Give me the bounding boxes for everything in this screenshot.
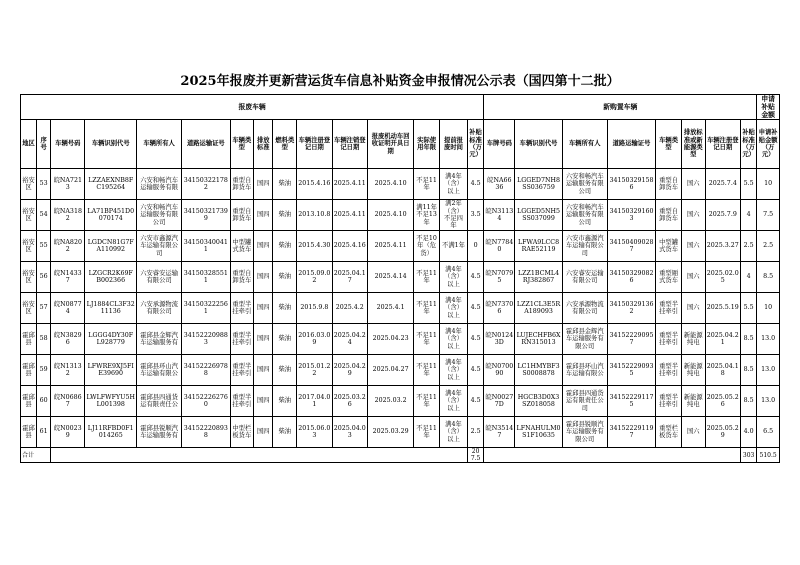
column-header: 车辆类型 xyxy=(230,120,254,169)
table-cell: LFWRE9XJ5FIE39690 xyxy=(85,355,137,386)
table-cell: 霍邱县四通货运有限责任公 xyxy=(137,386,182,417)
table-cell: 重型半挂牵引 xyxy=(230,355,254,386)
table-cell: 皖N70795 xyxy=(484,262,515,293)
table-cell: 2025.4.10 xyxy=(368,200,414,231)
table-cell: 2025.04.29 xyxy=(332,355,367,386)
column-header: 车辆注册登记日期 xyxy=(705,120,740,169)
table-cell: 341522290957 xyxy=(607,324,655,355)
table-cell: 8.5 xyxy=(741,324,757,355)
table-cell: 重型半挂牵引 xyxy=(230,386,254,417)
table-cell: 柴油 xyxy=(273,293,297,324)
subsidy-table xyxy=(20,94,780,463)
table-cell: 341522262760 xyxy=(182,386,230,417)
table-cell: 13.0 xyxy=(757,324,780,355)
table-cell: 341522291175 xyxy=(607,386,655,417)
table-cell: 341503222561 xyxy=(182,293,230,324)
table-cell: 2025.4.11 xyxy=(332,200,367,231)
table-row xyxy=(21,231,780,262)
column-header: 实际使用年限 xyxy=(414,120,440,169)
table-cell: 8.5 xyxy=(741,386,757,417)
table-row xyxy=(21,293,780,324)
table-cell: LUJECHFB6XRN315013 xyxy=(515,324,562,355)
table-cell: 柴油 xyxy=(273,169,297,200)
table-cell: 中型罐式货车 xyxy=(230,231,254,262)
table-cell: 中型罐式货车 xyxy=(656,231,682,262)
table-cell: 柴油 xyxy=(273,200,297,231)
table-cell: 2025.04.03 xyxy=(332,417,367,448)
table-cell: 满4年（含）以上 xyxy=(440,324,468,355)
table-cell: 2025.7.9 xyxy=(705,200,740,231)
table-cell: 2025.03.29 xyxy=(368,417,414,448)
table-cell: 霍邱县四通货运有限责任公司 xyxy=(562,386,607,417)
table-cell: 皖N00239 xyxy=(51,417,85,448)
scrapped-subsidy-total: 207.5 xyxy=(467,448,483,463)
table-cell: 不足11年 xyxy=(414,324,440,355)
column-header: 燃料类型 xyxy=(273,120,297,169)
table-cell: 皖N01243D xyxy=(484,324,515,355)
table-cell: 341504090287 xyxy=(607,231,655,262)
table-cell: 2025.4.2 xyxy=(332,293,367,324)
table-cell: 2015.4.16 xyxy=(297,169,332,200)
column-header: 车牌号码 xyxy=(484,120,515,169)
table-row xyxy=(21,262,780,293)
table-cell: 皖N00277D xyxy=(484,386,515,417)
table-cell: 2025.3.27 xyxy=(705,231,740,262)
total-label: 合计 xyxy=(21,448,51,463)
table-cell: 4.0 xyxy=(741,417,757,448)
table-cell: LGGG4DY30FL928779 xyxy=(85,324,137,355)
table-cell: 裕安区 xyxy=(21,262,37,293)
table-cell: 4.5 xyxy=(467,324,483,355)
table-cell: 国六 xyxy=(681,169,705,200)
column-header: 排放标准 xyxy=(254,120,273,169)
table-cell: 2025.04.17 xyxy=(332,262,367,293)
column-header: 提前报废时间 xyxy=(440,120,468,169)
table-cell: 不足11年 xyxy=(414,355,440,386)
table-cell: 六安市鑫源汽车运输有限公司 xyxy=(137,231,182,262)
column-header: 道路运输证号 xyxy=(182,120,230,169)
section-new-vehicles: 新购置车辆 xyxy=(484,95,757,120)
table-cell: 柴油 xyxy=(273,231,297,262)
table-cell: 满4年（含）以上 xyxy=(440,262,468,293)
table-cell: 皖N31134 xyxy=(484,200,515,231)
table-cell: 2025.4.11 xyxy=(332,169,367,200)
table-cell: 54 xyxy=(37,200,51,231)
table-cell: 2.5 xyxy=(741,231,757,262)
table-cell: 裕安区 xyxy=(21,169,37,200)
table-cell: 341503291586 xyxy=(607,169,655,200)
table-cell: 皖N13132 xyxy=(51,355,85,386)
table-cell: 重型自卸货车 xyxy=(230,200,254,231)
table-cell: LZZAEXNB8FC195264 xyxy=(85,169,137,200)
table-cell: 2025.04.27 xyxy=(368,355,414,386)
table-cell: 2015.09.02 xyxy=(297,262,332,293)
table-cell: 皖N73706 xyxy=(484,293,515,324)
table-cell: 国四 xyxy=(254,324,273,355)
table-cell: LJ11RFBD0F1014265 xyxy=(85,417,137,448)
table-cell: 重型半挂牵引 xyxy=(656,386,682,417)
table-cell: LWLFWFYU5HL001398 xyxy=(85,386,137,417)
table-cell: 2025.04.23 xyxy=(368,324,414,355)
table-cell: 国四 xyxy=(254,293,273,324)
table-cell: 六安和畅汽车运输服务有限 xyxy=(137,169,182,200)
table-cell: 57 xyxy=(37,293,51,324)
table-cell: 柴油 xyxy=(273,262,297,293)
table-cell: 裕安区 xyxy=(21,293,37,324)
table-cell: 霍邱县锐顺汽车运输服务有限公司 xyxy=(562,417,607,448)
table-cell: 2025.04.24 xyxy=(332,324,367,355)
table-cell: 重型半挂牵引 xyxy=(230,324,254,355)
table-cell: 341503285511 xyxy=(182,262,230,293)
section-scrapped-vehicles: 报废车辆 xyxy=(21,95,484,120)
table-cell: 13.0 xyxy=(757,386,780,417)
column-header: 车辆所有人 xyxy=(137,120,182,169)
column-header: 补贴标准（万元） xyxy=(741,120,757,169)
table-cell: 6.5 xyxy=(757,417,780,448)
table-cell: 国六 xyxy=(681,200,705,231)
table-cell: 3.5 xyxy=(467,200,483,231)
table-cell: 2013.10.8 xyxy=(297,200,332,231)
page-title: 2025年报废并更新营运货车信息补贴资金申报情况公示表（国四第十二批） xyxy=(180,74,620,89)
table-cell: 2015.01.22 xyxy=(297,355,332,386)
table-cell: 2.5 xyxy=(467,417,483,448)
table-cell: 58 xyxy=(37,324,51,355)
column-header: 地区 xyxy=(21,120,37,169)
table-cell: 不足11年 xyxy=(414,262,440,293)
table-cell: 2025.02.05 xyxy=(705,262,740,293)
table-cell: 重型自卸货车 xyxy=(656,200,682,231)
table-cell: 六安承源物流有限公司 xyxy=(562,293,607,324)
table-cell: 国四 xyxy=(254,262,273,293)
table-cell: 4.5 xyxy=(467,355,483,386)
table-cell: 2016.03.09 xyxy=(297,324,332,355)
table-cell: 13.0 xyxy=(757,355,780,386)
table-cell: 2025.4.1 xyxy=(368,293,414,324)
table-cell: 2025.4.10 xyxy=(368,169,414,200)
table-cell: 5.5 xyxy=(741,169,757,200)
table-row xyxy=(21,386,780,417)
table-cell: 新能源纯电 xyxy=(681,386,705,417)
table-cell: 新能源纯电 xyxy=(681,324,705,355)
table-cell: 霍邱县 xyxy=(21,355,37,386)
table-cell: 六安睿安运输有限公司 xyxy=(562,262,607,293)
table-cell: LGGED7NH8SS036759 xyxy=(515,169,562,200)
table-row xyxy=(21,200,780,231)
table-cell: 六安市鑫源汽车运输有限公司 xyxy=(562,231,607,262)
table-cell: 重型自卸货车 xyxy=(230,169,254,200)
column-header: 申请补贴金额（万元） xyxy=(757,120,780,169)
table-cell: LFWA9LCC8RAE52119 xyxy=(515,231,562,262)
table-cell: 4.5 xyxy=(467,262,483,293)
section-apply-amount: 申请补贴金额 xyxy=(757,95,780,120)
table-cell: 341503217399 xyxy=(182,200,230,231)
column-header: 车辆注销登记日期 xyxy=(332,120,367,169)
table-cell: 2025.4.16 xyxy=(332,231,367,262)
table-cell: 皖N38296 xyxy=(51,324,85,355)
table-cell: 柴油 xyxy=(273,417,297,448)
table-cell: LZZ1BCML4RJ382867 xyxy=(515,262,562,293)
table-cell: 4.5 xyxy=(467,293,483,324)
table-cell: 皖N77840 xyxy=(484,231,515,262)
table-cell: LC1HMYBF3S0008878 xyxy=(515,355,562,386)
table-cell: 61 xyxy=(37,417,51,448)
table-cell: 霍邱县环山汽车运输有限公 xyxy=(137,355,182,386)
table-cell: LJ1884CL3F3211136 xyxy=(85,293,137,324)
column-header: 序号 xyxy=(37,120,51,169)
table-cell: 60 xyxy=(37,386,51,417)
table-cell: 六安和畅汽车运输服务有限公司 xyxy=(137,200,182,231)
table-cell: 裕安区 xyxy=(21,200,37,231)
table-cell: 4 xyxy=(741,200,757,231)
table-cell: 重型厢式货车 xyxy=(656,262,682,293)
table-cell: 4.5 xyxy=(467,386,483,417)
table-cell: 中型栏板货车 xyxy=(230,417,254,448)
table-cell: 柴油 xyxy=(273,324,297,355)
table-cell: 不足11年 xyxy=(414,169,440,200)
table-cell: 国四 xyxy=(254,200,273,231)
total-row xyxy=(21,448,780,463)
column-header-row xyxy=(21,120,780,169)
table-cell: 2015.4.30 xyxy=(297,231,332,262)
table-row xyxy=(21,417,780,448)
column-header: 车辆号码 xyxy=(51,120,85,169)
table-cell: 2025.03.2 xyxy=(368,386,414,417)
table-cell: 满11年不足13年 xyxy=(414,200,440,231)
new-subsidy-total: 303 xyxy=(741,448,757,463)
table-cell: 皖NA6636 xyxy=(484,169,515,200)
table-cell: 国六 xyxy=(681,262,705,293)
table-cell: 重型自卸货车 xyxy=(230,262,254,293)
table-cell: 不足11年 xyxy=(414,417,440,448)
column-header: 车辆识别代号 xyxy=(515,120,562,169)
table-cell: 重型半挂牵引 xyxy=(656,324,682,355)
table-cell: 国六 xyxy=(681,231,705,262)
table-row xyxy=(21,169,780,200)
table-cell: 霍邱县环山汽车运输有限公 xyxy=(562,355,607,386)
table-cell: 7.5 xyxy=(757,200,780,231)
table-cell: 满2年（含）不足四年 xyxy=(440,200,468,231)
table-cell: 10 xyxy=(757,169,780,200)
table-cell: 341522290935 xyxy=(607,355,655,386)
table-cell: 341522209883 xyxy=(182,324,230,355)
table-cell: 341503291362 xyxy=(607,293,655,324)
table-cell: 霍邱县 xyxy=(21,386,37,417)
table-cell: 341503221782 xyxy=(182,169,230,200)
table-cell: 2025.04.18 xyxy=(705,355,740,386)
table-cell: 六安和畅汽车运输服务有限公司 xyxy=(562,200,607,231)
table-cell: LA71BP451D0070174 xyxy=(85,200,137,231)
table-cell: 满4年（含）以上 xyxy=(440,417,468,448)
table-cell: 国六 xyxy=(681,417,705,448)
table-cell: 55 xyxy=(37,231,51,262)
table-cell: 2025.05.26 xyxy=(705,386,740,417)
table-cell: 4.5 xyxy=(467,169,483,200)
column-header: 车辆注册登记日期 xyxy=(297,120,332,169)
table-cell: 满4年（含）以上 xyxy=(440,355,468,386)
table-cell: 59 xyxy=(37,355,51,386)
table-cell: 53 xyxy=(37,169,51,200)
apply-amount-total: 510.5 xyxy=(757,448,780,463)
table-cell: 重型自卸货车 xyxy=(656,169,682,200)
table-cell: 2017.04.01 xyxy=(297,386,332,417)
table-cell: 柴油 xyxy=(273,355,297,386)
column-header: 车辆识别代号 xyxy=(85,120,137,169)
table-cell: 霍邱县金辉汽车运输服务有限公司 xyxy=(562,324,607,355)
table-cell: 皖NA3182 xyxy=(51,200,85,231)
table-cell: 皖N06867 xyxy=(51,386,85,417)
table-cell: LGGED5NH5SS037099 xyxy=(515,200,562,231)
table-cell: 5.5 xyxy=(741,293,757,324)
table-cell: 国四 xyxy=(254,231,273,262)
column-header: 车辆所有人 xyxy=(562,120,607,169)
table-row xyxy=(21,324,780,355)
table-cell: 8.5 xyxy=(757,262,780,293)
table-cell: 不足11年 xyxy=(414,293,440,324)
table-cell: HGCB3D0X3SZ018058 xyxy=(515,386,562,417)
table-cell: 不足10年（危货） xyxy=(414,231,440,262)
table-cell: 国四 xyxy=(254,417,273,448)
empty-cell xyxy=(51,448,468,463)
table-cell: 10 xyxy=(757,293,780,324)
table-cell: 0 xyxy=(467,231,483,262)
table-cell: 341503400411 xyxy=(182,231,230,262)
column-header: 补贴标准（万元） xyxy=(467,120,483,169)
section-header-row xyxy=(21,95,780,120)
table-cell: 柴油 xyxy=(273,386,297,417)
table-row xyxy=(21,355,780,386)
table-cell: 2.5 xyxy=(757,231,780,262)
table-cell: 霍邱县锐顺汽车运输服务有 xyxy=(137,417,182,448)
column-header: 排放标准或新能源类型 xyxy=(681,120,705,169)
table-cell: 霍邱县 xyxy=(21,324,37,355)
table-cell: 不足11年 xyxy=(414,386,440,417)
table-cell: 2025.4.11 xyxy=(368,231,414,262)
table-cell: 2025.7.4 xyxy=(705,169,740,200)
table-cell: 裕安区 xyxy=(21,231,37,262)
table-cell: 不满1年 xyxy=(440,231,468,262)
column-header: 道路运输证号 xyxy=(607,120,655,169)
table-cell: 341522208938 xyxy=(182,417,230,448)
table-cell: 重型栏板货车 xyxy=(656,417,682,448)
table-cell: 2025.5.19 xyxy=(705,293,740,324)
table-cell: 新能源纯电 xyxy=(681,355,705,386)
table-cell: LFNAHULM0S1F10635 xyxy=(515,417,562,448)
table-cell: 国四 xyxy=(254,355,273,386)
table-cell: 满4年（含）以上 xyxy=(440,169,468,200)
table-cell: LGDCN81G7FA110992 xyxy=(85,231,137,262)
table-cell: 重型半挂牵引 xyxy=(230,293,254,324)
table-cell: 56 xyxy=(37,262,51,293)
table-cell: 8.5 xyxy=(741,355,757,386)
table-cell: 皖N35147 xyxy=(484,417,515,448)
table-cell: LZGCR2K69FB002366 xyxy=(85,262,137,293)
table-cell: 2015.06.03 xyxy=(297,417,332,448)
table-cell: 国四 xyxy=(254,169,273,200)
table-cell: 341522291197 xyxy=(607,417,655,448)
column-header: 车辆类型 xyxy=(656,120,682,169)
table-cell: 六安和畅汽车运输服务有限公司 xyxy=(562,169,607,200)
table-cell: 重型半挂牵引 xyxy=(656,355,682,386)
table-cell: 皖N08774 xyxy=(51,293,85,324)
table-cell: 国四 xyxy=(254,386,273,417)
table-cell: 2025.03.26 xyxy=(332,386,367,417)
table-cell: 2025.05.29 xyxy=(705,417,740,448)
table-cell: 满4年（含）以上 xyxy=(440,386,468,417)
table-cell: 2015.9.8 xyxy=(297,293,332,324)
table-cell: 2025.4.14 xyxy=(368,262,414,293)
table-cell: 重型半挂牵引 xyxy=(656,293,682,324)
table-cell: LZZ1CL3E5RA189093 xyxy=(515,293,562,324)
table-cell: 341522269788 xyxy=(182,355,230,386)
empty-cell xyxy=(484,448,741,463)
table-cell: 满4年（含）以上 xyxy=(440,293,468,324)
table-cell: 皖NA7213 xyxy=(51,169,85,200)
table-cell: 国六 xyxy=(681,293,705,324)
table-cell: 皖N14337 xyxy=(51,262,85,293)
table-cell: 六安承源物流有限公司 xyxy=(137,293,182,324)
table-cell: 六安睿安运输有限公司 xyxy=(137,262,182,293)
table-cell: 341503291603 xyxy=(607,200,655,231)
table-cell: 皖NA8202 xyxy=(51,231,85,262)
column-header: 报废机动车回收证明开具日期 xyxy=(368,120,414,169)
table-cell: 皖N070090 xyxy=(484,355,515,386)
table-cell: 霍邱县 xyxy=(21,417,37,448)
table-cell: 2025.04.21 xyxy=(705,324,740,355)
table-cell: 341503290826 xyxy=(607,262,655,293)
table-cell: 4 xyxy=(741,262,757,293)
table-cell: 霍邱县金辉汽车运输服务有 xyxy=(137,324,182,355)
